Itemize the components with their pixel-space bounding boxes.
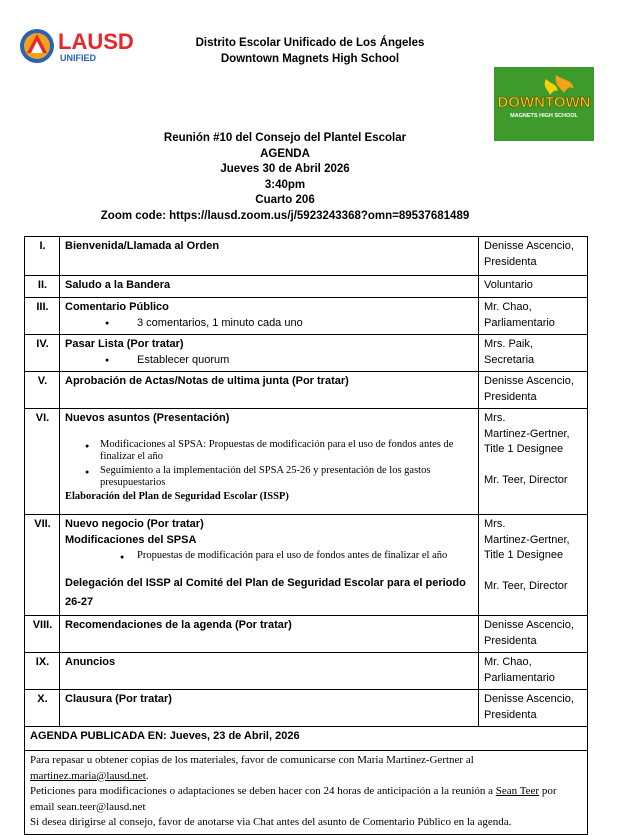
agenda-label: AGENDA — [260, 147, 310, 160]
table-row — [25, 727, 588, 751]
presenter-line: Secretaria — [484, 353, 535, 366]
item-title: Clausura (Por tratar) — [60, 690, 479, 727]
presenter-line: Mrs. Paik, — [484, 338, 533, 350]
item-title — [60, 298, 479, 335]
item-number: X. — [25, 690, 60, 727]
presenter-line: Denisse Ascencio, — [484, 375, 574, 387]
presenter-line: Presidenta — [484, 255, 537, 268]
downtown-logo-text: DOWNTOWN — [497, 94, 591, 111]
meeting-title: Reunión #10 del Consejo del Plantel Escolar — [163, 132, 407, 144]
presenter-line: Presidenta — [484, 634, 537, 647]
item-presenter — [479, 298, 588, 335]
item-number: I. — [25, 237, 60, 276]
footer-text: por email sean.teer@lausd.net — [30, 785, 557, 813]
presenter-line: Mr. Chao, — [484, 301, 532, 313]
presenter-line: Denisse Ascencio, — [484, 693, 574, 705]
item-presenter — [479, 515, 588, 616]
list-item-text: 3 comentarios, 1 minuto cada uno — [137, 316, 303, 329]
lausd-logo — [18, 26, 158, 66]
presenter-line: Denisse Ascencio, — [484, 619, 574, 631]
table-row — [25, 298, 588, 335]
item-number: III. — [25, 298, 60, 335]
lausd-logo-text: LAUSD — [58, 29, 134, 54]
item-number: VI. — [25, 409, 60, 515]
footer-text: Para repasar u obtener copias de los materiales, favor de comunicarse con Maria Martinez-Gertner al — [30, 754, 474, 766]
table-row — [25, 690, 588, 727]
item-presenter — [479, 690, 588, 727]
meeting-date: Jueves 30 de Abril 2026 — [220, 163, 350, 176]
district-name: Distrito Escolar Unificado de Los Ángeles — [195, 37, 425, 49]
footer-text: Peticiones para modificaciones o adaptaciones se deben hacer con 24 horas de anticipación a la reunión a — [30, 785, 496, 797]
list-item — [65, 316, 474, 332]
footer-line: Si desea dirigirse al consejo, favor de anotarse via Chat antes del asunto de Comentario Público en la agenda. — [30, 816, 512, 828]
item-presenter: Voluntario — [479, 276, 588, 298]
presenter-line: Presidenta — [484, 708, 537, 721]
item-number: IX. — [25, 653, 60, 690]
table-row — [25, 372, 588, 409]
item-title: Anuncios — [60, 653, 479, 690]
presenter-line: Mrs. — [484, 412, 506, 424]
item-subtitle: Delegación del ISSP al Comité del Plan de Seguridad Escolar para el periodo 26-27 — [65, 577, 466, 608]
item-presenter — [479, 653, 588, 690]
presenter-line: Mr. Teer, Director — [484, 473, 568, 486]
list-item: ● Seguimiento a la implementación del SPSA 25-26 y presentación de los gastos presupuestarios — [65, 465, 474, 489]
item-title — [60, 409, 479, 515]
table-row — [25, 751, 588, 835]
item-title — [60, 515, 479, 616]
downtown-magnets-logo — [494, 67, 594, 141]
item-presenter — [479, 372, 588, 409]
table-row — [25, 515, 588, 616]
presenter-line: Martinez-Gertner, — [484, 533, 570, 546]
meeting-room: Cuarto 206 — [255, 194, 315, 207]
presenter-line: Mr. Chao, — [484, 656, 532, 668]
table-row — [25, 653, 588, 690]
published-date: AGENDA PUBLICADA EN: Jueves, 23 de Abril, 2026 — [25, 727, 588, 751]
presenter-line: Parliamentario — [484, 671, 555, 684]
item-number: II. — [25, 276, 60, 298]
item-title: Bienvenida/Llamada al Orden — [60, 237, 479, 276]
table-row — [25, 276, 588, 298]
item-subtitle: Elaboración del Plan de Seguridad Escolar (ISSP) — [65, 490, 289, 502]
item-title: Saludo a la Bandera — [60, 276, 479, 298]
item-presenter — [479, 335, 588, 372]
item-title: Recomendaciones de la agenda (Por tratar) — [60, 616, 479, 653]
presenter-line: Title 1 Designee — [484, 549, 564, 561]
lausd-logo-sub: UNIFIED — [60, 53, 96, 63]
zoom-code[interactable]: Zoom code: https://lausd.zoom.us/j/5923243368?omn=89537681489 — [100, 209, 470, 222]
item-title-text: Pasar Lista (Por tratar) — [65, 338, 184, 350]
list-item: ● Propuestas de modificación para el uso de fondos antes de finalizar el año — [65, 550, 474, 562]
presenter-line: Title 1 Designee — [484, 443, 564, 455]
presenter-line: Parliamentario — [484, 316, 555, 329]
item-presenter — [479, 237, 588, 276]
school-name: Downtown Magnets High School — [220, 53, 400, 65]
meeting-header — [100, 131, 470, 225]
table-row — [25, 409, 588, 515]
footer-line — [30, 753, 583, 784]
item-title-text: Nuevos asuntos (Presentación) — [65, 412, 230, 424]
item-presenter — [479, 409, 588, 515]
footer-notes — [25, 751, 588, 835]
contact-link[interactable]: Sean Teer — [495, 785, 540, 797]
item-title — [60, 335, 479, 372]
presenter-line: Mrs. — [484, 518, 506, 530]
table-row — [25, 335, 588, 372]
item-title-text: Comentario Público — [65, 301, 169, 313]
presenter-line: Denisse Ascencio, — [484, 240, 574, 252]
school-header — [150, 35, 470, 67]
list-item — [65, 353, 474, 369]
list-item-text: Establecer quorum — [137, 353, 230, 366]
item-title-text: Nuevo negocio (Por tratar) — [65, 518, 204, 530]
agenda-table — [24, 236, 588, 835]
downtown-logo-sub: MAGNETS HIGH SCHOOL — [510, 113, 578, 119]
item-number: IV. — [25, 335, 60, 372]
item-number: V. — [25, 372, 60, 409]
email-link[interactable]: martinez.maria@lausd.net — [30, 769, 146, 782]
item-presenter — [479, 616, 588, 653]
footer-text: . — [145, 769, 149, 782]
list-item: ● Modificaciones al SPSA: Propuestas de modificación para el uso de fondos antes de finalizar el año — [65, 439, 474, 463]
item-subtitle: Modificaciones del SPSA — [65, 533, 197, 546]
meeting-time: 3:40pm — [264, 178, 306, 191]
presenter-line: Presidenta — [484, 390, 537, 403]
presenter-line: Martinez-Gertner, — [484, 427, 570, 440]
table-row — [25, 616, 588, 653]
item-number: VIII. — [25, 616, 60, 653]
presenter-line: Mr. Teer, Director — [484, 579, 568, 592]
item-title: Aprobación de Actas/Notas de ultima junta (Por tratar) — [60, 372, 479, 409]
item-number: VII. — [25, 515, 60, 616]
table-row — [25, 237, 588, 276]
